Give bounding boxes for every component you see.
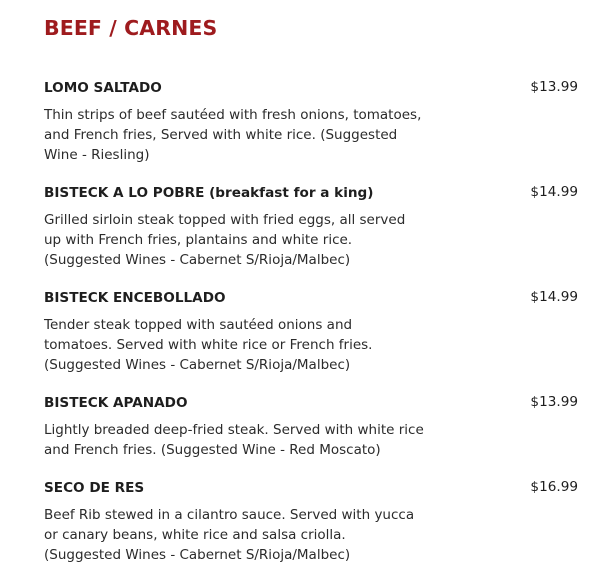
menu-item-price: $16.99 — [530, 479, 578, 495]
section-title: BEEF / CARNES — [44, 16, 218, 40]
menu-item-description: Lightly breaded deep-fried steak. Served with white rice and French fries. (Suggested Wine - Red Moscato) — [44, 422, 424, 458]
menu-item-seco-de-res — [44, 477, 578, 565]
menu-item-description: Beef Rib stewed in a cilantro sauce. Served with yucca or canary beans, white rice and salsa criolla. (Suggested Wines - Cabernet S/Rioja/Malbec) — [44, 507, 415, 563]
menu-item-description: Tender steak topped with sautéed onions and tomatoes. Served with white rice or French fries. (Suggested Wines - Cabernet S/Rioja/Malbec) — [44, 317, 373, 373]
menu-item-header — [44, 287, 578, 307]
menu-item-name: LOMO SALTADO — [44, 80, 162, 96]
menu-item-price: $14.99 — [530, 289, 578, 305]
menu-item-description: Thin strips of beef sautéed with fresh onions, tomatoes, and French fries, Served with white rice. (Suggested Wine - Riesling) — [44, 107, 422, 163]
menu-item-description: Grilled sirloin steak topped with fried eggs, all served up with French fries, plantains and white rice. (Suggested Wines - Cabernet S/Rioja/Malbec) — [44, 212, 406, 268]
menu-item-lomo-saltado — [44, 77, 578, 165]
menu-item-name: BISTECK ENCEBOLLADO — [44, 290, 226, 306]
menu-item-name: SECO DE RES — [44, 480, 145, 496]
menu-item-name: BISTECK A LO POBRE (breakfast for a king) — [44, 185, 374, 201]
menu-item-bisteck-apanado — [44, 392, 578, 460]
menu-item-price: $13.99 — [530, 79, 578, 95]
menu-item-header — [44, 477, 578, 497]
menu-item-name: BISTECK APANADO — [44, 395, 188, 411]
menu-item-header — [44, 77, 578, 97]
menu-item-header — [44, 182, 578, 202]
menu-item-price: $13.99 — [530, 394, 578, 410]
menu-item-header — [44, 392, 578, 412]
menu-item-price: $14.99 — [530, 184, 578, 200]
menu-item-bisteck-a-lo-pobre — [44, 182, 578, 270]
menu-item-bisteck-encebollado — [44, 287, 578, 375]
